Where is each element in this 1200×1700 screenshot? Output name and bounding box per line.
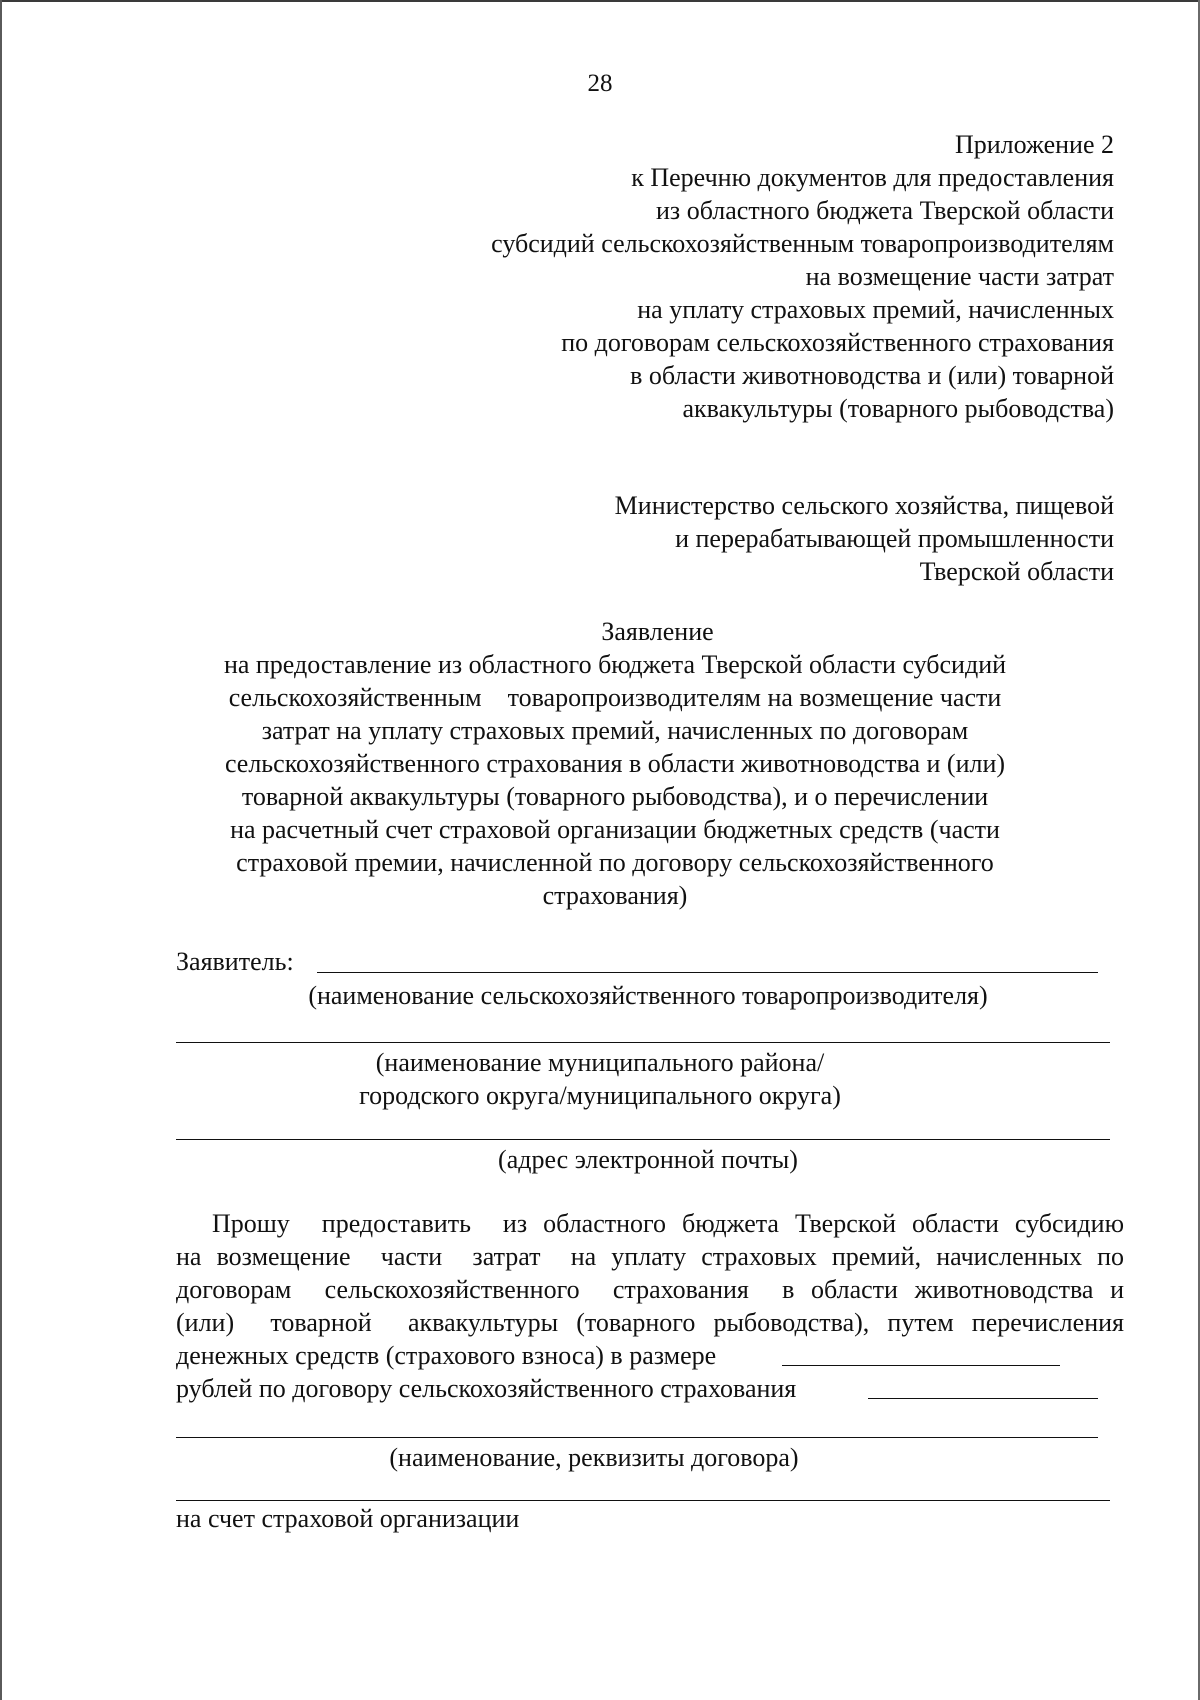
recipient-line: и перерабатывающей промышленности xyxy=(675,524,1114,553)
contract-row xyxy=(176,1372,1124,1405)
annex-line: к Перечню документов для предоставления xyxy=(631,163,1114,192)
contract-number-field[interactable] xyxy=(868,1398,1098,1399)
email-caption: (адрес электронной почты) xyxy=(498,1145,798,1174)
annex-line: субсидий сельскохозяйственным товаропроизводителям xyxy=(491,229,1114,258)
scan-border-left xyxy=(0,0,2,1700)
annex-line: по договорам сельскохозяйственного страхования xyxy=(561,328,1114,357)
request-line: договорам сельскохозяйственного страхования в области животноводства и xyxy=(176,1275,1124,1304)
annex-header xyxy=(491,128,1114,425)
annex-line: на уплату страховых премий, начисленных xyxy=(637,295,1114,324)
scan-border-top xyxy=(0,0,1200,2)
annex-line: аквакультуры (товарного рыбоводства) xyxy=(682,394,1114,423)
annex-line: на возмещение части затрат xyxy=(805,262,1114,291)
subtitle-line: сельскохозяйственного страхования в области животноводства и (или) xyxy=(224,749,1006,778)
email-field[interactable] xyxy=(176,1139,1110,1140)
amount-row xyxy=(176,1339,1124,1372)
applicant-label: Заявитель: xyxy=(176,947,294,976)
subtitle-line: на расчетный счет страховой организации бюджетных средств (части xyxy=(230,815,1000,844)
request-line: на возмещение части затрат на уплату страховых премий, начисленных по xyxy=(176,1242,1124,1271)
recipient-line: Тверской области xyxy=(919,557,1114,586)
subtitle-line: затрат на уплату страховых премий, начисленных по договорам xyxy=(261,716,969,745)
request-line: (или) товарной аквакультуры (товарного рыбоводства), путем перечисления xyxy=(176,1308,1124,1337)
recipient-line: Министерство сельского хозяйства, пищевой xyxy=(614,491,1114,520)
contract-details-field[interactable] xyxy=(176,1437,1098,1438)
statement-title: Заявление xyxy=(601,617,714,646)
contract-caption: (наименование, реквизиты договора) xyxy=(389,1443,799,1472)
annex-line: Приложение 2 xyxy=(954,130,1114,159)
district-caption xyxy=(60,1046,1140,1112)
recipient-block xyxy=(615,489,1114,588)
amount-label: денежных средств (страхового взноса) в размере xyxy=(176,1341,717,1370)
subtitle-line: на предоставление из областного бюджета Тверской области субсидий xyxy=(223,650,1007,679)
amount-field[interactable] xyxy=(782,1365,1060,1366)
subtitle-line: страхования) xyxy=(542,881,688,910)
annex-line: из областного бюджета Тверской области xyxy=(656,196,1114,225)
district-field[interactable] xyxy=(176,1042,1110,1043)
annex-line: в области животноводства и (или) товарной xyxy=(630,361,1114,390)
contract-details-field-2[interactable] xyxy=(176,1500,1110,1501)
district-caption-line: городского округа/муниципального округа) xyxy=(359,1081,841,1110)
subtitle-line: сельскохозяйственным товаропроизводителям на возмещение части xyxy=(228,683,1002,712)
producer-caption: (наименование сельскохозяйственного товаропроизводителя) xyxy=(308,981,988,1010)
applicant-name-field[interactable] xyxy=(317,972,1098,973)
district-caption-line: (наименование муниципального района/ xyxy=(375,1048,825,1077)
subtitle-line: страховой премии, начисленной по договору сельскохозяйственного xyxy=(236,848,994,877)
page-number: 28 xyxy=(587,70,613,97)
statement-subtitle xyxy=(150,648,1080,912)
insurer-label: на счет страховой организации xyxy=(176,1504,520,1533)
subtitle-line: товарной аквакультуры (товарного рыбоводства), и о перечислении xyxy=(241,782,989,811)
request-line: Прошу предоставить из областного бюджета Тверской области субсидию xyxy=(212,1209,1124,1238)
request-paragraph xyxy=(176,1207,1124,1405)
rubles-label: рублей по договору сельскохозяйственного страхования xyxy=(176,1374,797,1403)
